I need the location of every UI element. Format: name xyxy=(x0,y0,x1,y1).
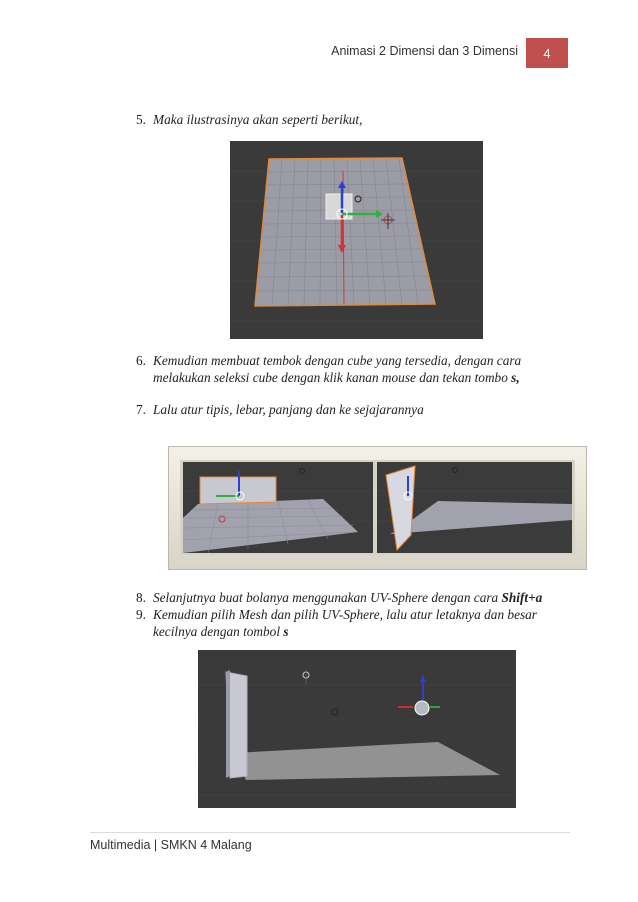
step-number: 9. xyxy=(136,607,146,622)
step-text-prefix: Selanjutnya buat bolanya menggunakan UV-Sphere dengan cara xyxy=(153,590,502,605)
step-number: 7. xyxy=(136,402,146,417)
step-text-line1: Kemudian pilih Mesh dan pilih UV-Sphere, lalu atur letaknya dan besar xyxy=(153,607,537,622)
key-s-bold: s xyxy=(283,624,289,639)
step-text: Lalu atur tipis, lebar, panjang dan ke sejajarannya xyxy=(153,402,424,417)
step-9-line2 xyxy=(153,623,289,640)
key-s-bold: s, xyxy=(511,370,520,385)
header-title: Animasi 2 Dimensi dan 3 Dimensi xyxy=(331,44,518,58)
step-text: Maka ilustrasinya akan seperti berikut, xyxy=(153,112,363,127)
shortcut-bold: Shift+a xyxy=(501,590,543,605)
footer-divider xyxy=(90,832,570,833)
step-number: 6. xyxy=(136,353,146,368)
step-text-line2: melakukan seleksi cube dengan klik kanan mouse dan tekan tombo xyxy=(153,370,512,385)
step-text-line2: kecilnya dengan tombol xyxy=(153,624,284,639)
step-6-line2 xyxy=(153,369,520,386)
step-number: 8. xyxy=(136,590,146,605)
step-text-line1: Kemudian membuat tembok dengan cube yang tersedia, dengan cara xyxy=(153,353,522,368)
figure-wall-views xyxy=(168,446,587,570)
figure-plane-cube xyxy=(230,141,483,339)
step-text xyxy=(153,589,553,606)
page-number-badge: 4 xyxy=(526,38,568,68)
figure-wall-sphere xyxy=(198,650,516,808)
step-number: 5. xyxy=(136,112,146,127)
footer-text: Multimedia | SMKN 4 Malang xyxy=(90,838,252,852)
